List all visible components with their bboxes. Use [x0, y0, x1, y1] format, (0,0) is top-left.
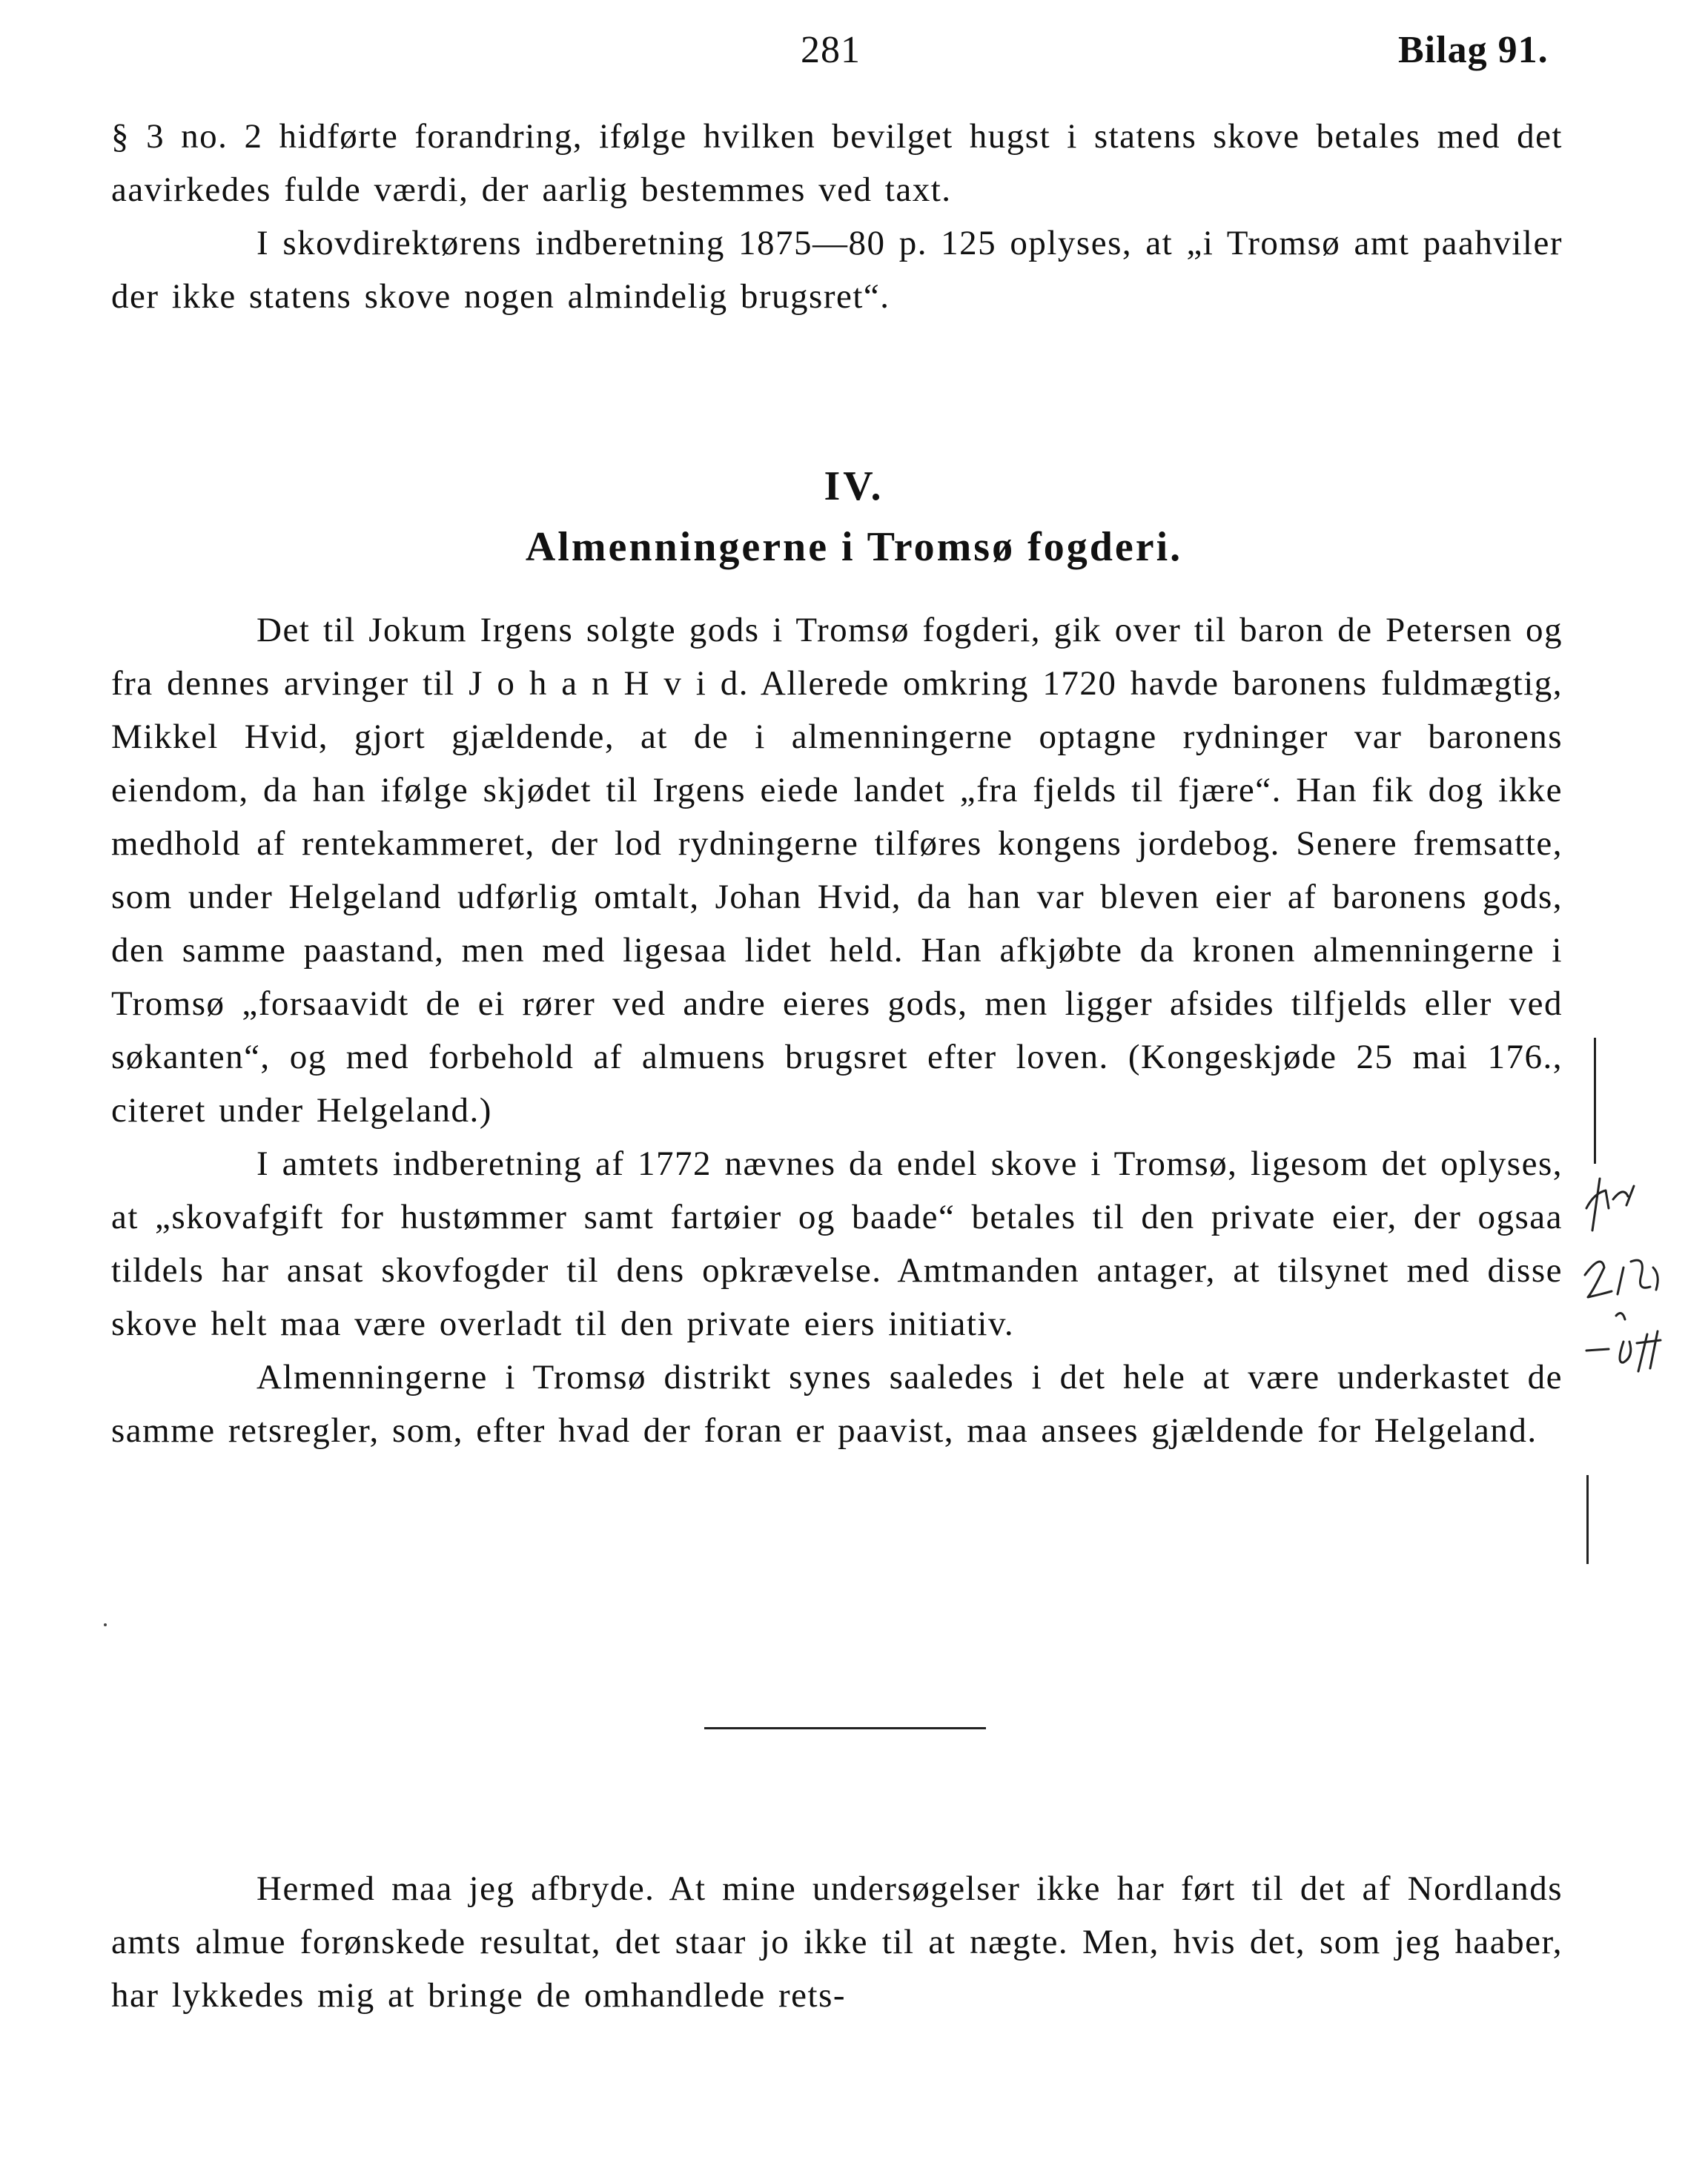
- stray-ink-mark: [104, 1623, 107, 1626]
- page-number: 281: [801, 29, 861, 71]
- section-divider: [704, 1727, 986, 1729]
- paragraph-amtets-indberetning: I amtets indberetning af 1772 nævnes da endel skove i Tromsø, ligesom det oplyses, at „skovafgift for hustømmer samt fartøier og baade“ betales til den private eier, der ogsaa tildels har ansat skovfogder til dens opkrævelse. Amtmanden antager, at tilsynet med disse skove helt maa være overladt til den private eiers initiativ.: [111, 1144, 1563, 1343]
- bilag-label: Bilag 91.: [1398, 29, 1549, 71]
- margin-line-mark: [1594, 1038, 1596, 1164]
- margin-line-mark: [1586, 1475, 1589, 1564]
- top-section: [111, 110, 1563, 323]
- paragraph-irgens: Det til Jokum Irgens solgte gods i Tromsø fogderi, gik over til baron de Petersen og fra dennes arvinger til J o h a n H v i d. Allerede omkring 1720 havde baronens fuldmægtig, Mikkel Hvid, gjort gjældende, at de i almenningerne optagne rydninger var baronens eiendom, da han ifølge skjødet til Irgens eiede landet „fra fjelds til fjære“. Han fik dog ikke medhold af rentekammeret, der lod rydningerne tilføres kongens jordebog. Senere fremsatte, som under Helgeland udførlig omtalt, Johan Hvid, da han var bleven eier af baronens gods, den samme paastand, men med ligesaa lidet held. Han afkjøbte da kronen almenningerne i Tromsø „forsaavidt de ei rører ved andre eieres gods, men ligger afsides tilfjelds eller ved søkanten“, og med forbehold af almuens brugsret efter loven. (Kongeskjøde 25 mai 176., citeret under Helgeland.): [111, 611, 1563, 1130]
- paragraph-closing: Hermed maa jeg afbryde. At mine undersøgelser ikke har ført til det af Nordlands amts almue forønskede resultat, det staar jo ikke til at nægte. Men, hvis det, som jeg haaber, har lykkedes mig at bringe de omhandlede rets-: [111, 1869, 1563, 2015]
- closing-section: [111, 1862, 1563, 2022]
- paragraph-statute: § 3 no. 2 hidførte forandring, ifølge hvilken bevilget hugst i statens skove betales med det aavirkedes fulde værdi, der aarlig bestemmes ved taxt.: [111, 117, 1563, 209]
- handwritten-margin-note: [1579, 1164, 1705, 1379]
- section-body: [111, 603, 1563, 1457]
- section-title: Almenningerne i Tromsø fogderi.: [525, 524, 1183, 570]
- paragraph-almenningerne: Almenningerne i Tromsø distrikt synes saaledes i det hele at være underkastet de samme retsregler, som, efter hvad der foran er paavist, maa ansees gjældende for Helgeland.: [111, 1358, 1563, 1450]
- section-number: IV.: [824, 463, 884, 509]
- paragraph-skovdirektor: I skovdirektørens indberetning 1875—80 p. 125 oplyses, at „i Tromsø amt paahviler der ikke statens skove nogen almindelig brugsret“.: [111, 224, 1563, 316]
